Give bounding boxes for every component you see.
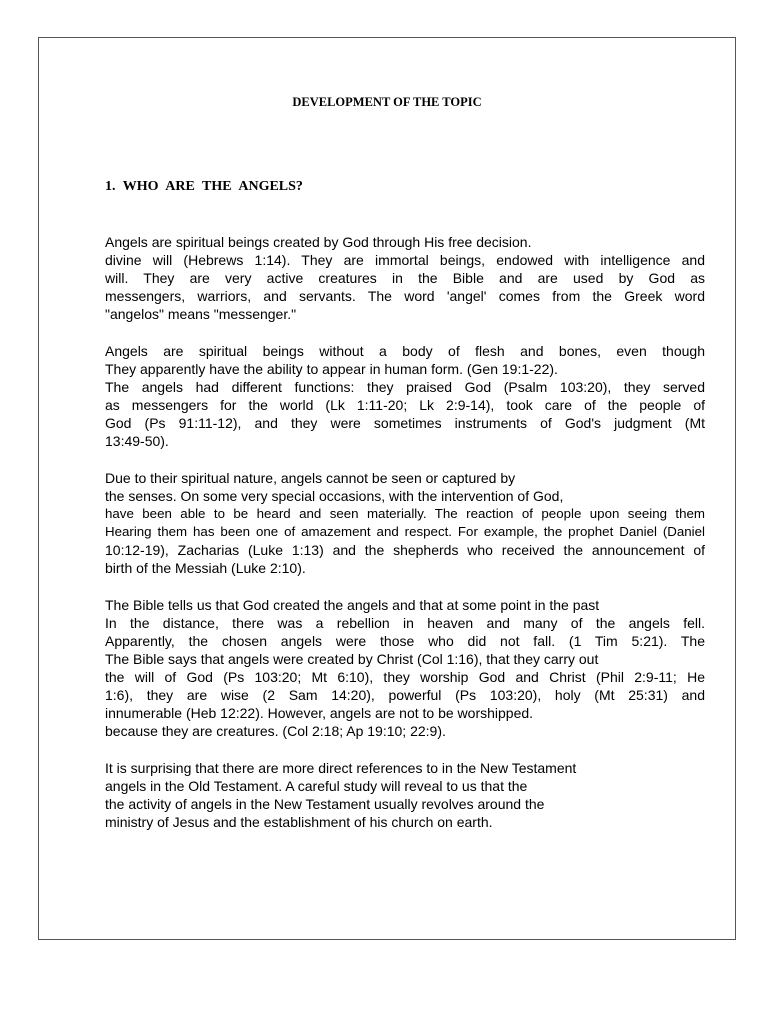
text-line: Angels are spiritual beings without a body of flesh and bones, even though bbox=[105, 343, 705, 359]
text-line: The Bible says that angels were created by Christ (Col 1:16), that they carry out bbox=[105, 651, 599, 667]
text-line: the senses. On some very special occasions, with the intervention of God, bbox=[105, 488, 564, 504]
text-line: innumerable (Heb 12:22). However, angels are not to be worshipped. bbox=[105, 705, 534, 721]
paragraph-5 bbox=[105, 759, 705, 831]
text-line: Angels are spiritual beings created by God through His free decision. bbox=[105, 234, 532, 250]
text-line: the will of God (Ps 103:20; Mt 6:10), they worship God and Christ (Phil 2:9-11; He bbox=[105, 669, 705, 685]
text-line: Hearing them has been one of amazement and respect. For example, the prophet Daniel (Daniel bbox=[105, 524, 705, 539]
paragraph-4 bbox=[105, 596, 705, 740]
text-line: will. They are very active creatures in the Bible and are used by God as bbox=[105, 270, 705, 286]
text-line: the activity of angels in the New Testament usually revolves around the bbox=[105, 796, 545, 812]
text-line: birth of the Messiah (Luke 2:10). bbox=[105, 560, 306, 576]
page-title: DEVELOPMENT OF THE TOPIC bbox=[292, 95, 482, 109]
text-line: because they are creatures. (Col 2:18; Ap 19:10; 22:9). bbox=[105, 723, 446, 739]
text-line: The angels had different functions: they praised God (Psalm 103:20), they served bbox=[105, 379, 705, 395]
text-line: Due to their spiritual nature, angels cannot be seen or captured by bbox=[105, 470, 516, 486]
text-line: "angelos" means "messenger." bbox=[105, 306, 297, 322]
text-line: In the distance, there was a rebellion in heaven and many of the angels fell. bbox=[105, 615, 705, 631]
text-line: 10:12-19), Zacharias (Luke 1:13) and the shepherds who received the announcement of bbox=[105, 542, 705, 558]
text-line: They apparently have the ability to appear in human form. (Gen 19:1-22). bbox=[105, 361, 558, 377]
document-page bbox=[38, 37, 736, 940]
paragraph-1 bbox=[105, 233, 705, 323]
paragraph-2 bbox=[105, 342, 705, 450]
text-line: ministry of Jesus and the establishment of his church on earth. bbox=[105, 814, 493, 830]
text-line: The Bible tells us that God created the angels and that at some point in the past bbox=[105, 597, 600, 613]
paragraph-3 bbox=[105, 469, 705, 577]
text-line: have been able to be heard and seen materially. The reaction of people upon seeing them bbox=[105, 506, 705, 521]
text-line: 1:6), they are wise (2 Sam 14:20), powerful (Ps 103:20), holy (Mt 25:31) and bbox=[105, 687, 705, 703]
text-line: angels in the Old Testament. A careful study will reveal to us that the bbox=[105, 778, 528, 794]
text-line: Apparently, the chosen angels were those who did not fall. (1 Tim 5:21). The bbox=[105, 633, 705, 649]
section-heading: 1. WHO ARE THE ANGELS? bbox=[105, 179, 303, 194]
text-line: messengers, warriors, and servants. The word 'angel' comes from the Greek word bbox=[105, 288, 705, 304]
text-line: God (Ps 91:11-12), and they were sometimes instruments of God's judgment (Mt bbox=[105, 415, 705, 431]
text-line: as messengers for the world (Lk 1:11-20; Lk 2:9-14), took care of the people of bbox=[105, 397, 705, 413]
text-line: divine will (Hebrews 1:14). They are immortal beings, endowed with intelligence and bbox=[105, 252, 705, 268]
text-line: 13:49-50). bbox=[105, 433, 169, 449]
text-line: It is surprising that there are more direct references to in the New Testament bbox=[105, 760, 577, 776]
